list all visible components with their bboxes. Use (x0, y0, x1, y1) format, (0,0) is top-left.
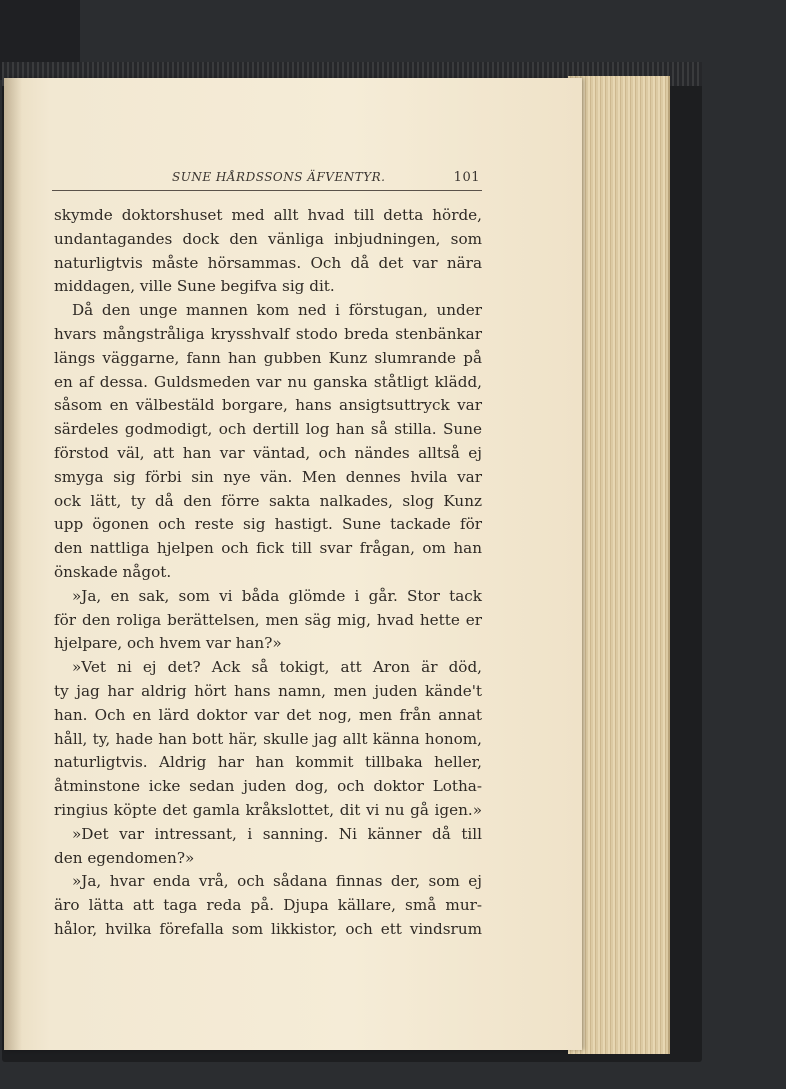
text-line: önskade något. (54, 562, 172, 581)
text-line: naturligtvis måste hörsammas. Och då det var nära (54, 253, 482, 272)
text-line: ringius köpte det gamla kråkslottet, dit vi nu gå igen.» (54, 800, 482, 819)
text-line: »Ja, en sak, som vi båda glömde i går. Stor tack (72, 586, 482, 605)
text-line: naturligtvis. Aldrig har han kommit tillbaka heller, (54, 753, 482, 772)
text-line: ock lätt, ty då den förre sakta nalkades, slog Kunz (54, 491, 482, 510)
text-line: åtminstone icke sedan juden dog, och doktor Lotha- (54, 777, 482, 796)
text-line: middagen, ville Sune begifva sig dit. (54, 277, 335, 296)
text-line: »Vet ni ej det? Ack så tokigt, att Aron är död, (72, 658, 482, 677)
header-rule (52, 190, 482, 191)
text-line: Då den unge mannen kom ned i förstugan, under (72, 301, 482, 320)
text-line: den nattliga hjelpen och fick till svar frågan, om han (54, 539, 482, 558)
text-line: skymde doktorshuset med allt hvad till detta hörde, (54, 206, 482, 224)
text-line: för den roliga berättelsen, men säg mig, hvad hette er (54, 610, 482, 629)
text-line: särdeles godmodigt, och dertill log han så stilla. Sune (54, 420, 482, 439)
running-title: SUNE HÅRDSSONS ÄFVENTYR. (172, 170, 386, 184)
text-line: undantagandes dock den vänliga inbjudningen, som (54, 229, 482, 248)
text-line: hålor, hvilka förefalla som likkistor, och ett vindsrum (54, 919, 482, 938)
text-line: ty jag har aldrig hört hans namn, men juden kände't (54, 681, 482, 700)
body-text (54, 204, 482, 942)
text-line: smyga sig förbi sin nye vän. Men dennes hvila var (54, 467, 482, 486)
book-page (4, 78, 582, 1050)
page-header (54, 170, 482, 190)
text-line: såsom en välbestäld borgare, hans ansigtsuttryck var (54, 396, 482, 415)
spine-shadow (4, 78, 22, 1050)
text-line: »Ja, hvar enda vrå, och sådana finnas der, som ej (72, 872, 482, 891)
text-line: den egendomen?» (54, 848, 195, 867)
text-line: förstod väl, att han var väntad, och nändes alltså ej (54, 443, 482, 462)
text-line: han. Och en lärd doktor var det nog, men från annat (54, 705, 482, 724)
page-edges (568, 76, 670, 1054)
text-line: en af dessa. Guldsmeden var nu ganska ståtligt klädd, (54, 372, 482, 391)
text-line: längs väggarne, fann han gubben Kunz slumrande på (54, 348, 482, 367)
text-line: hvars mångstråliga krysshvalf stodo breda stenbänkar (54, 324, 482, 343)
text-line: hjelpare, och hvem var han?» (54, 634, 282, 653)
text-line: äro lätta att taga reda på. Djupa källare, små mur- (54, 896, 482, 915)
page-number: 101 (453, 170, 480, 185)
text-line: »Det var intressant, i sanning. Ni känner då till (72, 824, 482, 843)
text-line: håll, ty, hade han bott här, skulle jag allt känna honom, (54, 729, 482, 748)
text-line: upp ögonen och reste sig hastigt. Sune tackade för (54, 515, 482, 534)
